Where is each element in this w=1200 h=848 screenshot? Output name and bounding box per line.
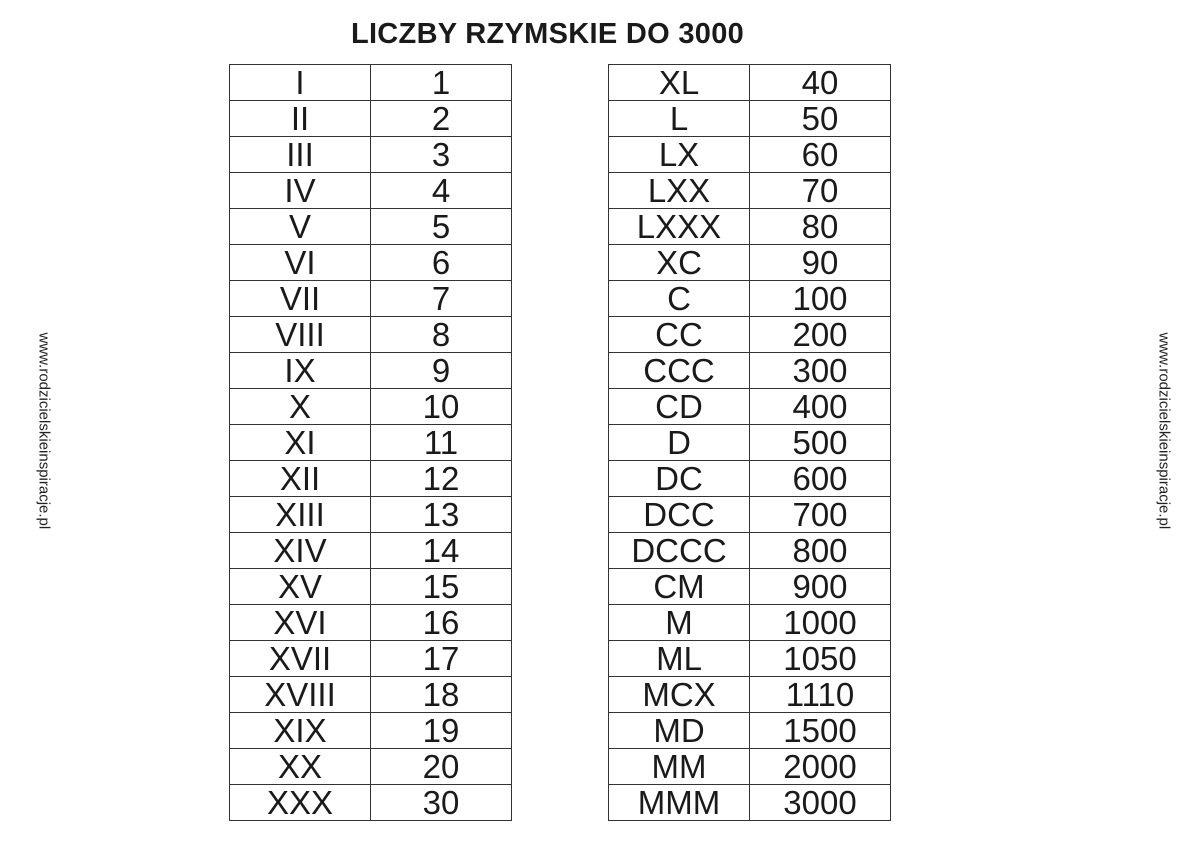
table-row — [230, 389, 512, 425]
roman-numeral-cell: I — [230, 65, 371, 101]
table-row — [609, 497, 891, 533]
roman-numeral-cell: VII — [230, 281, 371, 317]
arabic-number-cell: 90 — [750, 245, 891, 281]
table-row — [230, 569, 512, 605]
arabic-number-cell: 80 — [750, 209, 891, 245]
roman-numeral-cell: V — [230, 209, 371, 245]
table-row — [609, 461, 891, 497]
roman-numeral-cell: XIV — [230, 533, 371, 569]
roman-numeral-cell: MCX — [609, 677, 750, 713]
roman-numeral-cell: VI — [230, 245, 371, 281]
roman-numeral-cell: DCCC — [609, 533, 750, 569]
table-row — [609, 605, 891, 641]
table-row — [230, 497, 512, 533]
arabic-number-cell: 600 — [750, 461, 891, 497]
table-row — [230, 245, 512, 281]
table-row — [609, 785, 891, 821]
table-row — [609, 317, 891, 353]
table-row — [230, 353, 512, 389]
roman-numeral-cell: LXX — [609, 173, 750, 209]
arabic-number-cell: 1 — [371, 65, 512, 101]
roman-numeral-cell: M — [609, 605, 750, 641]
roman-numeral-cell: IV — [230, 173, 371, 209]
arabic-number-cell: 900 — [750, 569, 891, 605]
table-row — [609, 65, 891, 101]
table-row — [230, 281, 512, 317]
table-row — [609, 353, 891, 389]
table-row — [230, 209, 512, 245]
roman-numeral-cell: D — [609, 425, 750, 461]
roman-numeral-cell: IX — [230, 353, 371, 389]
arabic-number-cell: 50 — [750, 101, 891, 137]
arabic-number-cell: 100 — [750, 281, 891, 317]
arabic-number-cell: 16 — [371, 605, 512, 641]
roman-numeral-cell: CD — [609, 389, 750, 425]
page-title: LICZBY RZYMSKIE DO 3000 — [350, 18, 745, 50]
watermark-left: www.rodzicielskieinspiracje.pl — [35, 332, 53, 530]
table-row — [230, 605, 512, 641]
table-row — [230, 677, 512, 713]
table-row — [230, 461, 512, 497]
roman-numeral-cell: XX — [230, 749, 371, 785]
table-row — [230, 137, 512, 173]
arabic-number-cell: 30 — [371, 785, 512, 821]
arabic-number-cell: 2000 — [750, 749, 891, 785]
roman-numeral-cell: XIII — [230, 497, 371, 533]
roman-numeral-cell: DCC — [609, 497, 750, 533]
arabic-number-cell: 2 — [371, 101, 512, 137]
table-row — [609, 569, 891, 605]
roman-numeral-cell: XVIII — [230, 677, 371, 713]
roman-numeral-cell: LXXX — [609, 209, 750, 245]
roman-numeral-cell: XV — [230, 569, 371, 605]
roman-numeral-cell: II — [230, 101, 371, 137]
arabic-number-cell: 60 — [750, 137, 891, 173]
roman-numeral-cell: VIII — [230, 317, 371, 353]
table-row — [230, 317, 512, 353]
table-row — [230, 101, 512, 137]
roman-numeral-cell: XVII — [230, 641, 371, 677]
arabic-number-cell: 500 — [750, 425, 891, 461]
arabic-number-cell: 800 — [750, 533, 891, 569]
arabic-number-cell: 7 — [371, 281, 512, 317]
arabic-number-cell: 12 — [371, 461, 512, 497]
roman-numeral-cell: CM — [609, 569, 750, 605]
roman-numeral-cell: DC — [609, 461, 750, 497]
roman-numeral-cell: III — [230, 137, 371, 173]
roman-numeral-cell: MM — [609, 749, 750, 785]
roman-numeral-cell: MD — [609, 713, 750, 749]
arabic-number-cell: 5 — [371, 209, 512, 245]
table-row — [609, 245, 891, 281]
table-row — [230, 785, 512, 821]
arabic-number-cell: 14 — [371, 533, 512, 569]
roman-table-left — [229, 64, 512, 821]
roman-numeral-cell: XXX — [230, 785, 371, 821]
arabic-number-cell: 70 — [750, 173, 891, 209]
arabic-number-cell: 13 — [371, 497, 512, 533]
roman-numeral-cell: L — [609, 101, 750, 137]
roman-numeral-cell: XII — [230, 461, 371, 497]
arabic-number-cell: 3 — [371, 137, 512, 173]
table-row — [230, 641, 512, 677]
arabic-number-cell: 17 — [371, 641, 512, 677]
table-row — [609, 173, 891, 209]
roman-table-right — [608, 64, 891, 821]
table-row — [230, 65, 512, 101]
arabic-number-cell: 19 — [371, 713, 512, 749]
table-row — [230, 749, 512, 785]
arabic-number-cell: 4 — [371, 173, 512, 209]
arabic-number-cell: 10 — [371, 389, 512, 425]
roman-numeral-cell: XC — [609, 245, 750, 281]
roman-numeral-cell: XI — [230, 425, 371, 461]
arabic-number-cell: 20 — [371, 749, 512, 785]
table-row — [609, 641, 891, 677]
arabic-number-cell: 3000 — [750, 785, 891, 821]
arabic-number-cell: 1500 — [750, 713, 891, 749]
roman-numeral-cell: XL — [609, 65, 750, 101]
roman-numeral-cell: CCC — [609, 353, 750, 389]
table-row — [609, 101, 891, 137]
arabic-number-cell: 8 — [371, 317, 512, 353]
table-row — [609, 713, 891, 749]
roman-numeral-cell: C — [609, 281, 750, 317]
arabic-number-cell: 1110 — [750, 677, 891, 713]
arabic-number-cell: 1050 — [750, 641, 891, 677]
arabic-number-cell: 1000 — [750, 605, 891, 641]
arabic-number-cell: 40 — [750, 65, 891, 101]
table-row — [230, 533, 512, 569]
roman-numeral-cell: ML — [609, 641, 750, 677]
table-row — [609, 281, 891, 317]
roman-numeral-cell: XVI — [230, 605, 371, 641]
table-row — [609, 137, 891, 173]
table-row — [230, 425, 512, 461]
arabic-number-cell: 200 — [750, 317, 891, 353]
roman-numeral-cell: CC — [609, 317, 750, 353]
roman-numeral-cell: LX — [609, 137, 750, 173]
table-row — [609, 425, 891, 461]
watermark-right: www.rodzicielskieinspiracje.pl — [1155, 332, 1173, 530]
arabic-number-cell: 400 — [750, 389, 891, 425]
table-row — [609, 389, 891, 425]
table-row — [609, 209, 891, 245]
arabic-number-cell: 300 — [750, 353, 891, 389]
roman-numeral-cell: X — [230, 389, 371, 425]
table-row — [609, 533, 891, 569]
table-row — [230, 713, 512, 749]
arabic-number-cell: 18 — [371, 677, 512, 713]
roman-numeral-cell: XIX — [230, 713, 371, 749]
roman-numeral-cell: MMM — [609, 785, 750, 821]
arabic-number-cell: 11 — [371, 425, 512, 461]
arabic-number-cell: 700 — [750, 497, 891, 533]
arabic-number-cell: 6 — [371, 245, 512, 281]
arabic-number-cell: 15 — [371, 569, 512, 605]
arabic-number-cell: 9 — [371, 353, 512, 389]
table-row — [609, 677, 891, 713]
table-row — [609, 749, 891, 785]
table-row — [230, 173, 512, 209]
